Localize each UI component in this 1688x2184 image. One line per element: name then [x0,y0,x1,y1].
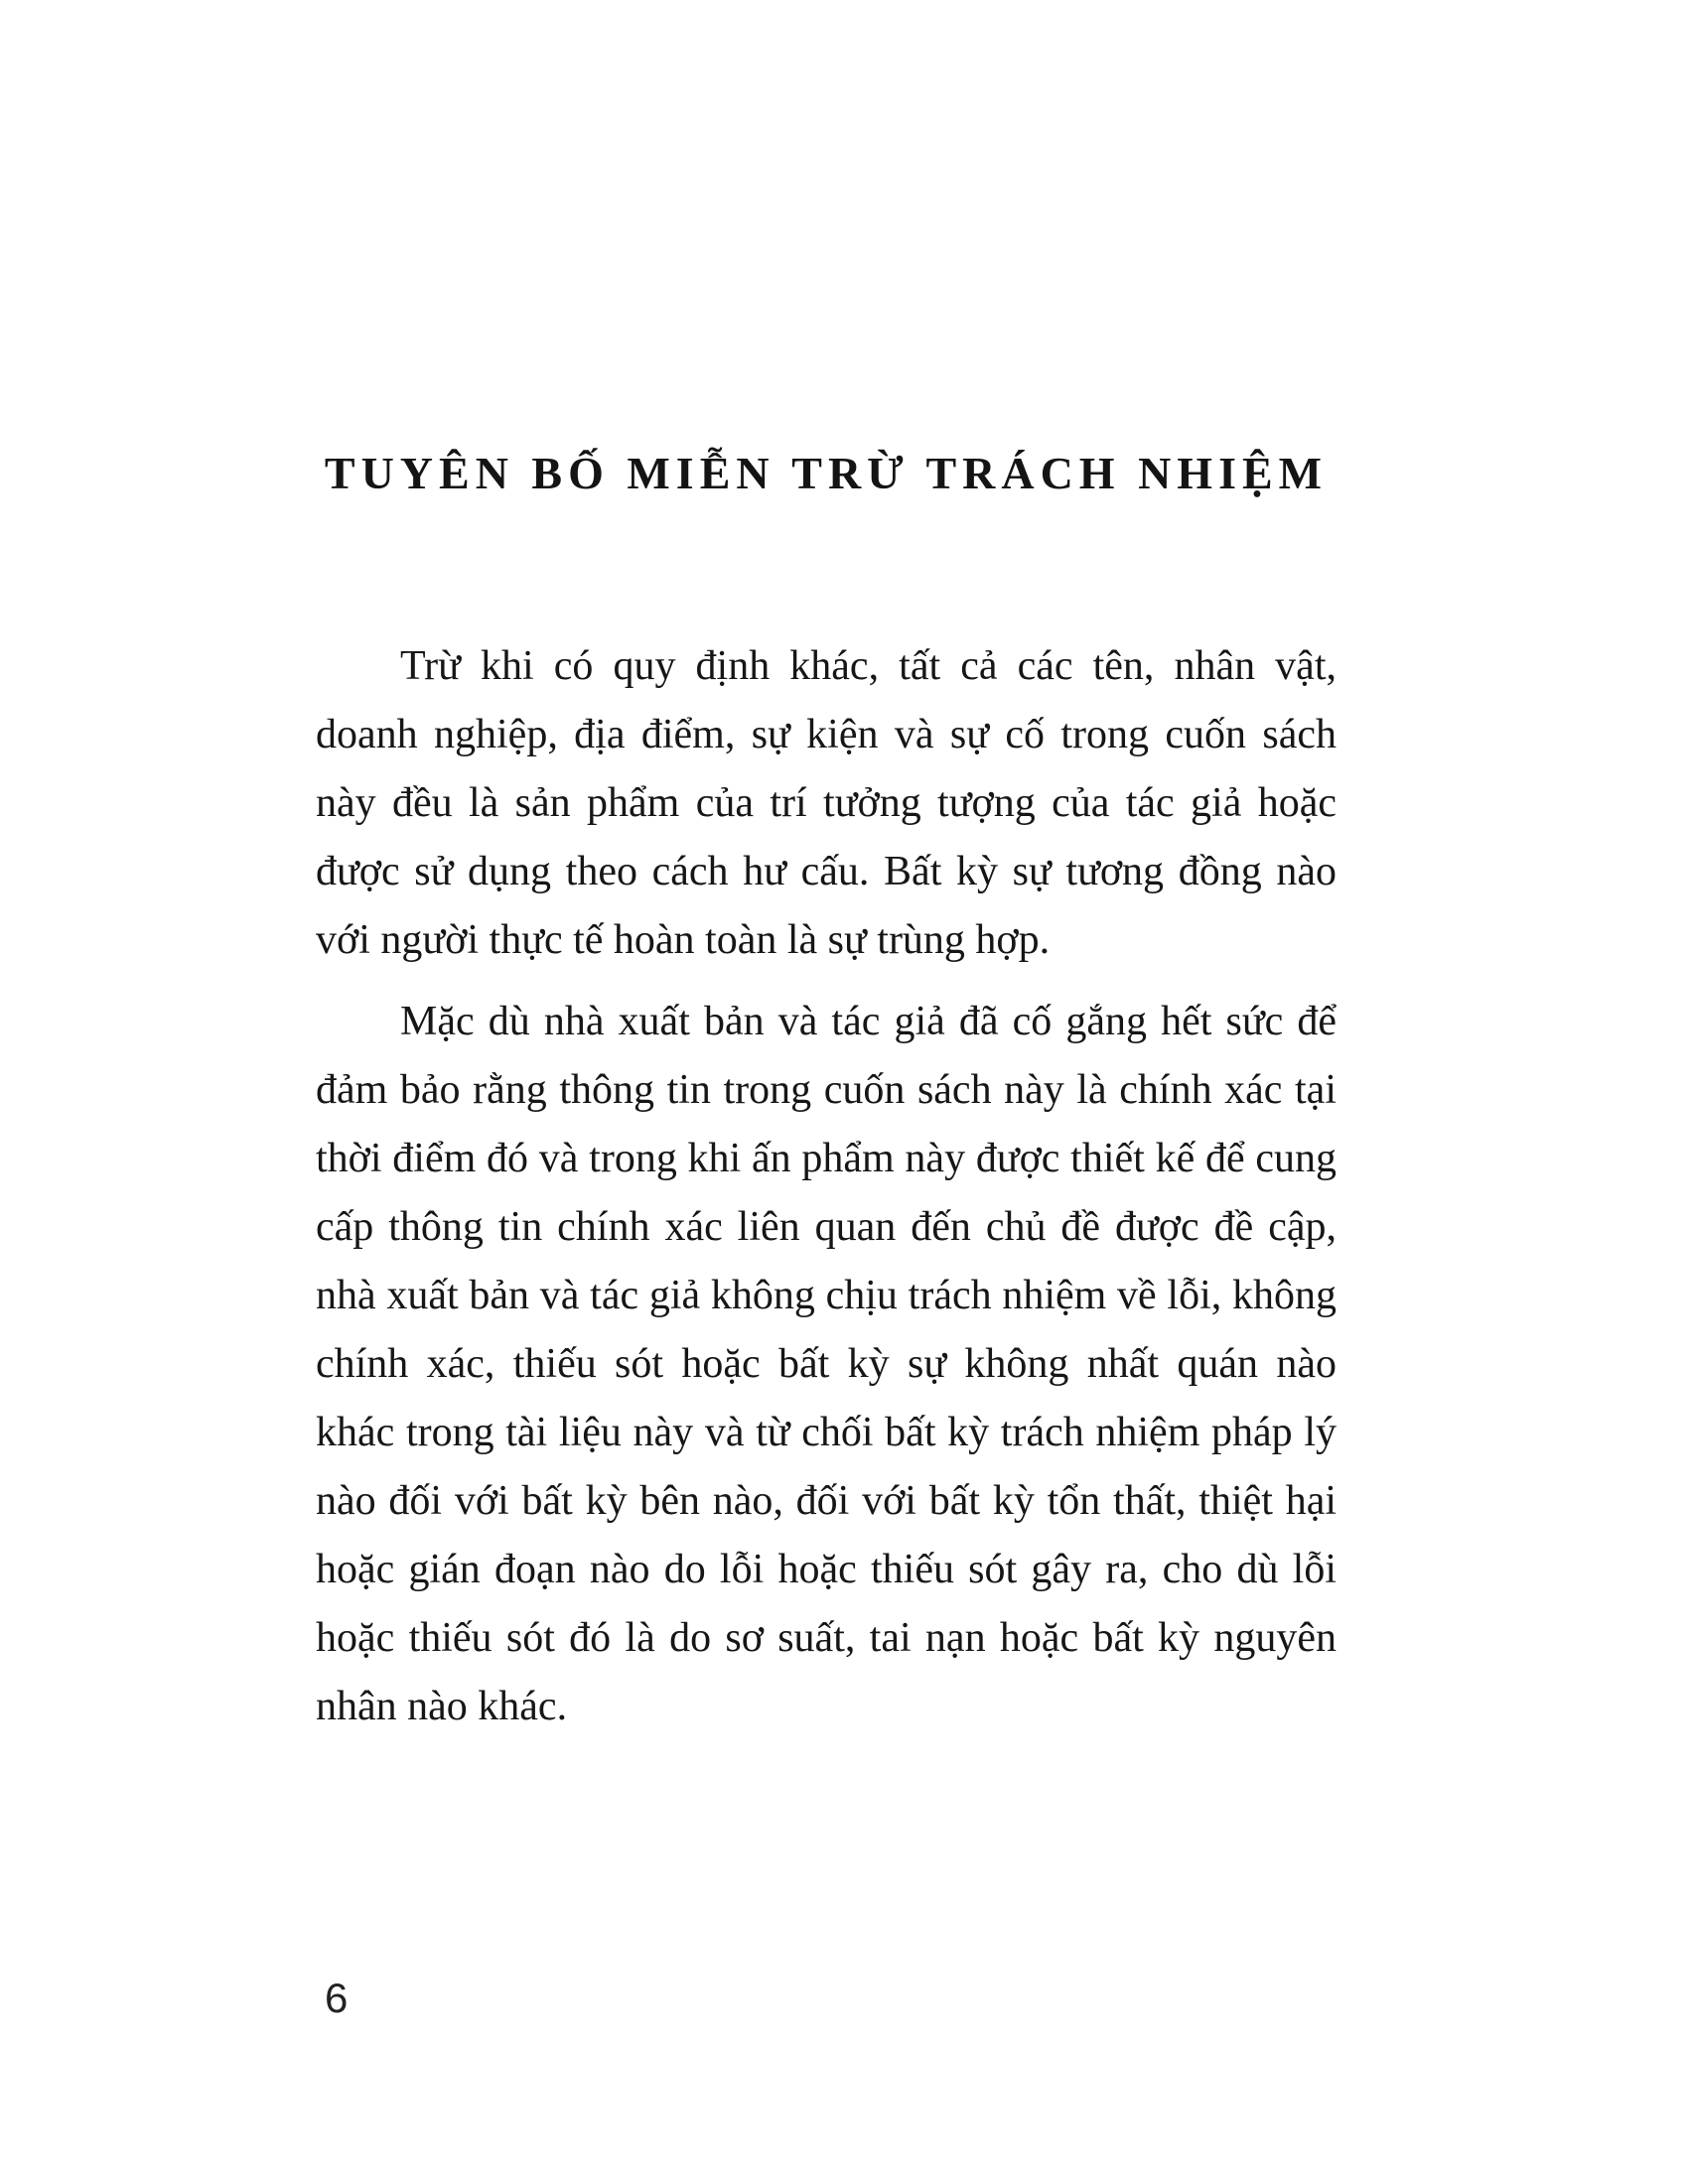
page-content [316,0,1336,1741]
page-number: 6 [325,1975,349,2021]
page-title: TUYÊN BỐ MIỄN TRỪ TRÁCH NHIỆM [324,448,1329,498]
paragraph-liability-disclaimer: Mặc dù nhà xuất bản và tác giả đã cố gắng hết sức để đảm bảo rằng thông tin trong cuốn sách này là chính xác tại thời điểm đó và trong khi ấn phẩm này được thiết kế để cung cấp thông tin chính xác liên quan đến chủ đề được đề cập, nhà xuất bản và tác giả không chịu trách nhiệm về lỗi, không chính xác, thiếu sót hoặc bất kỳ sự không nhất quán nào khác trong tài liệu này và từ chối bất kỳ trách nhiệm pháp lý nào đối với bất kỳ bên nào, đối với bất kỳ tổn thất, thiệt hại hoặc gián đoạn nào do lỗi hoặc thiếu sót gây ra, cho dù lỗi hoặc thiếu sót đó là do sơ suất, tai nạn hoặc bất kỳ nguyên nhân nào khác. [316,999,1336,1729]
body-text [316,632,1336,1741]
paragraph-fiction-disclaimer: Trừ khi có quy định khác, tất cả các tên, nhân vật, doanh nghiệp, địa điểm, sự kiện và sự cố trong cuốn sách này đều là sản phẩm của trí tưởng tượng của tác giả hoặc được sử dụng theo cách hư cấu. Bất kỳ sự tương đồng nào với người thực tế hoàn toàn là sự trùng hợp. [316,643,1336,963]
